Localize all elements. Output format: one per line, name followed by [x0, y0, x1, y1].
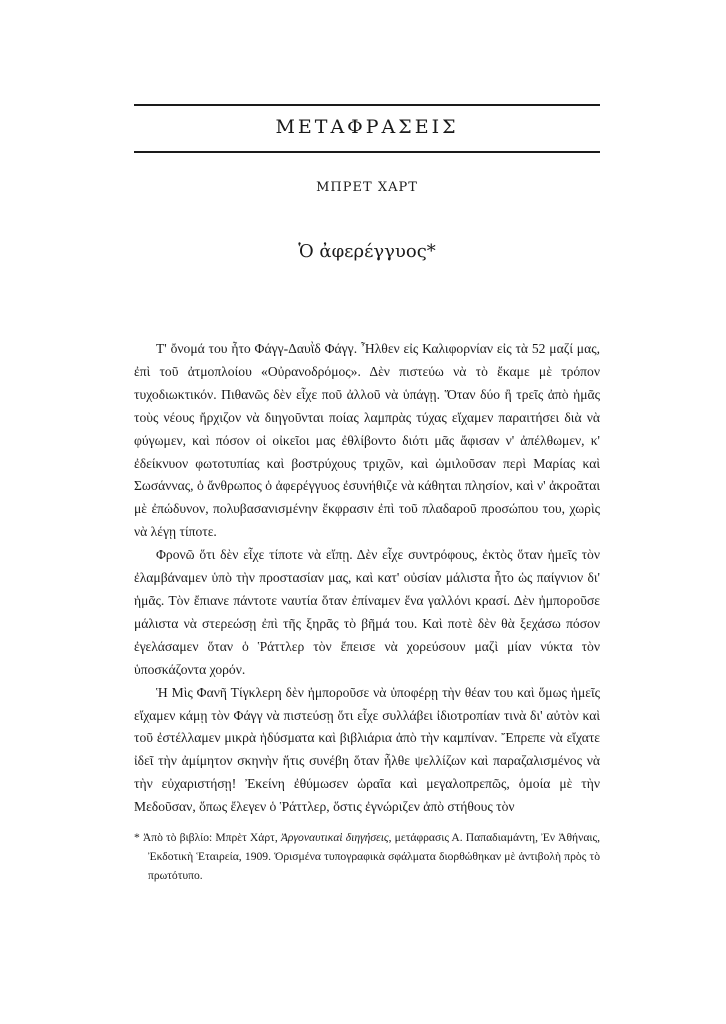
story-author: ΜΠΡΕΤ ΧΑΡΤ — [316, 180, 418, 195]
footnote-marker: * — [134, 831, 140, 844]
paragraph: Ἡ Μὶς Φανῆ Τίγκλερη δὲν ἠμποροῦσε νὰ ὑποφέρῃ τὴν θέαν του καὶ ὅμως ἡμεῖς εἴχαμεν κάμῃ τὸν Φάγγ νὰ πιστεύσῃ ὅτι εἶχε συλλάβει ἰδιοτροπίαν τινὰ δι' αὐτὸν καὶ τοῦ ἐστέλλαμεν μικρὰ ἡδύσματα καὶ βιβλιάρια ἀπὸ τὴν καμπίναν. Ἔπρεπε νὰ εἴχατε ἰδεῖ τὴν ἀμίμητον σκηνὴν ἥτις συνέβη ὅταν ἦλθε ψελλίζων καὶ παραζαλισμένος νὰ τὴν εὐχαριστήσῃ! Ἐκείνη ἐθύμωσεν ὡραῖα καὶ μεγαλοπρεπῶς, ὁμοία μὲ τὴν Μεδοῦσαν, ὅπως ἔλεγεν ὁ Ῥάττλερ, ὅστις ἐγνώριζεν ἀπὸ στήθους τὸν — [134, 684, 600, 815]
story-body — [134, 338, 600, 819]
footnote-rest: , μετάφρασις Α. Παπαδιαμάντη, Ἐν Ἀθήναις, Ἐκδοτικὴ Ἑταιρεία, 1909. Ὁρισμένα τυπογραφικὰ σφάλματα διορθώθηκαν μὲ ἀντιβολὴ πρὸς τὸ πρωτότυπο. — [148, 831, 600, 882]
story-title: Ὁ ἀφερέγγυος* — [298, 241, 436, 262]
section-title: ΜΕΤΑΦΡΑΣΕΙΣ — [275, 116, 459, 138]
footnote-book-title: Ἀργοναυτικαὶ διηγήσεις — [280, 831, 389, 844]
paragraph: Φρονῶ ὅτι δὲν εἶχε τίποτε νὰ εἴπῃ. Δὲν εἶχε συντρόφους, ἐκτὸς ὅταν ἡμεῖς τὸν ἐλαμβάναμεν ὑπὸ τὴν προστασίαν μας, καὶ κατ' οὐσίαν μάλιστα ἦτο ὡς παίγνιον δι' ἡμᾶς. Τὸν ἔπιανε πάντοτε ναυτία ὅταν ἐπίναμεν ἕνα γαλλόνι κρασί. Δὲν ἠμποροῦσε μάλιστα νὰ στερεώσῃ ἐπὶ τῆς ξηρᾶς τὸ βῆμά του. Καὶ ποτὲ δὲν θὰ ξεχάσω πόσον ἐγελάσαμεν ὅταν ὁ Ῥάττλερ τὸν ἔπεισε νὰ χορεύσουν μαζὶ μίαν νύκτα τὸν ὑποσκάζοντα χορόν. — [134, 547, 600, 677]
paragraph: Τ' ὄνομά του ἦτο Φάγγ-Δαυῒδ Φάγγ. Ἦλθεν εἰς Καλιφορνίαν εἰς τὰ 52 μαζί μας, ἐπὶ τοῦ ἀτμοπλοίου «Οὐρανοδρόμος». Δὲν πιστεύω νὰ τὸ ἔκαμε μὲ τρόπον τυχοδιωκτικόν. Πιθανῶς δὲν εἶχε ποῦ ἀλλοῦ νὰ ὑπάγῃ. Ὅταν δύο ἢ τρεῖς ἀπὸ ἡμᾶς τοὺς νέους ἤρχιζον νὰ διηγοῦνται ποίας λαμπρὰς τύχας εἴχαμεν παραιτήσει διὰ νὰ φύγωμεν, καὶ πόσον οἱ οἰκεῖοι μας ἐθλίβοντο διότι μᾶς ἄφισαν ν' ἀπέλθωμεν, κ' ἐδείκνυον φωτοτυπίας καὶ βοστρύχους τριχῶν, καὶ ὡμιλοῦσαν περὶ Μαρίας καὶ Σωσάννας, ὁ ἄνθρωπος ὁ ἀφερέγγυος ἐσυνήθιζε νὰ κάθηται πλησίον, καὶ ν' ἀκροᾶται μὲ ἐπώδυνον, πολυβασανισμένην ἔκφρασιν ἐπὶ τοῦ πλαδαροῦ προσώπου του, χωρὶς νὰ λέγῃ τίποτε. — [134, 341, 600, 540]
section-top-rule — [134, 104, 600, 106]
section-bottom-rule — [134, 151, 600, 153]
footnote — [134, 828, 600, 885]
footnote-lead: Ἀπὸ τὸ βιβλίο: Μπρὲτ Χάρτ, — [142, 831, 281, 844]
